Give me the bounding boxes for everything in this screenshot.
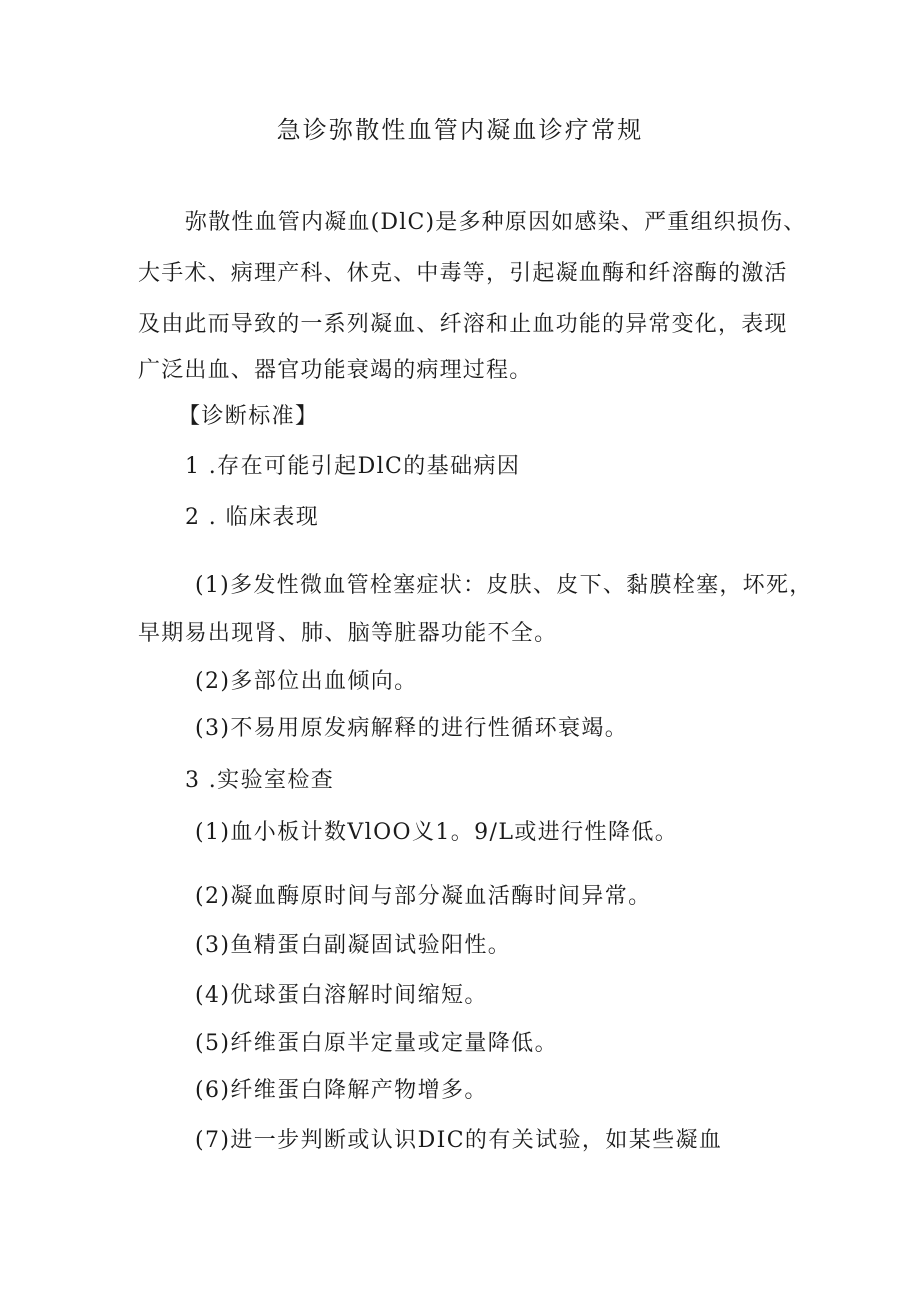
- criterion-3-lab-heading: 3 .实验室检查: [185, 768, 335, 793]
- intro-line-3: 及由此而导致的一系列凝血、纤溶和止血功能的异常变化，表现: [138, 312, 788, 337]
- intro-line-4: 广泛出血、器官功能衰竭的病理过程。: [138, 358, 533, 383]
- lab-item-4: (4)优球蛋白溶解时间缩短。: [195, 983, 488, 1008]
- lab-item-7: (7)进一步判断或认识DIC的有关试验，如某些凝血: [195, 1128, 723, 1153]
- lab-item-3: (3)鱼精蛋白副凝固试验阳性。: [195, 933, 512, 958]
- intro-line-2: 大手术、病理产科、休克、中毒等，引起凝血酶和纤溶酶的激活: [138, 261, 788, 286]
- clinical-item-1-line-1: (1)多发性微血管栓塞症状：皮肤、皮下、黏膜栓塞，坏死，: [195, 573, 813, 598]
- lab-item-2: (2)凝血酶原时间与部分凝血活酶时间异常。: [195, 884, 652, 909]
- lab-item-6: (6)纤维蛋白降解产物增多。: [195, 1078, 488, 1103]
- clinical-item-1-line-2: 早期易出现肾、肺、脑等脏器功能不全。: [138, 621, 558, 646]
- criterion-1-underlying-cause: 1 .存在可能引起DlC的基础病因: [185, 454, 521, 479]
- page-title: 急诊弥散性血管内凝血诊疗常规: [276, 116, 644, 144]
- clinical-item-2: (2)多部位出血倾向。: [195, 669, 418, 694]
- lab-item-5: (5)纤维蛋白原半定量或定量降低。: [195, 1031, 558, 1056]
- clinical-item-3: (3)不易用原发病解释的进行性循环衰竭。: [195, 716, 629, 741]
- lab-item-1: (1)血小板计数VlOO义1。9/L或进行性降低。: [195, 820, 679, 845]
- section-heading-diagnostic-criteria: 【诊断标准】: [178, 404, 319, 429]
- intro-line-1: 弥散性血管内凝血(DlC)是多种原因如感染、严重组织损伤、: [185, 210, 807, 235]
- criterion-2-clinical-heading: 2 . 临床表现: [185, 505, 320, 530]
